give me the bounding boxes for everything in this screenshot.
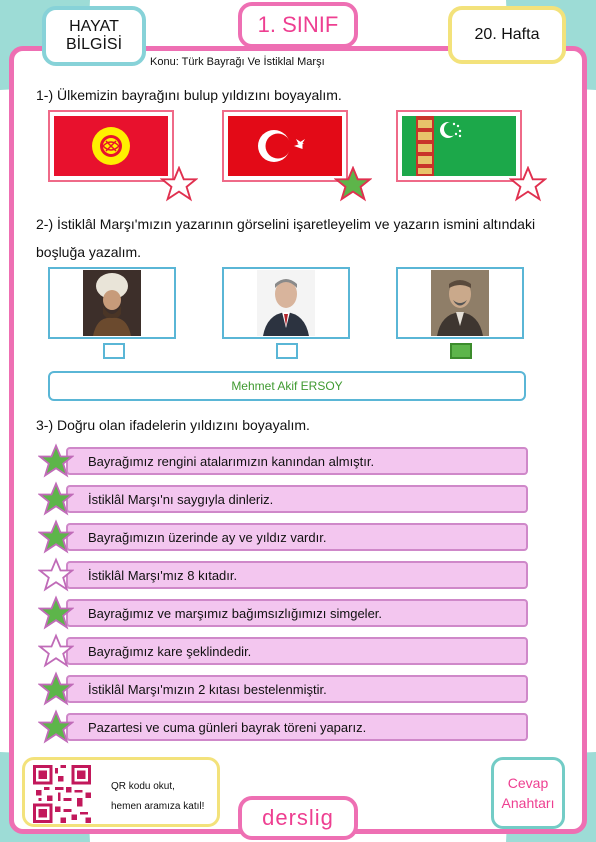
subject-label: HAYAT BİLGİSİ: [65, 18, 123, 53]
statement-text: Bayrağımız kare şeklindedir.: [88, 643, 252, 659]
qr-panel: [22, 757, 220, 827]
question-3: 3-) Doğru olan ifadelerin yıldızını boyayalım.: [36, 417, 310, 433]
statement-text: Bayrağımız ve marşımız bağımsızlığımızı simgeler.: [88, 605, 383, 621]
portrait-1-checkbox[interactable]: [103, 343, 125, 359]
star-icon-statement-2[interactable]: [38, 481, 74, 517]
grade-label: 1. SINIF: [257, 12, 339, 37]
portrait-1[interactable]: [48, 267, 176, 339]
question-2: 2-) İstiklâl Marşı'mızın yazarının görselini işaretleyelim ve yazarın ismini altındaki boşluğa yazalım.: [36, 216, 536, 260]
topic-line: Konu: Türk Bayrağı Ve İstiklal Marşı: [150, 56, 325, 68]
qr-code-icon[interactable]: [33, 765, 91, 823]
portrait-sultan-image: [83, 270, 141, 336]
grade-badge: [238, 2, 358, 48]
week-badge: [448, 6, 566, 64]
statement-row: [66, 523, 528, 551]
qr-line-2: hemen aramıza katıl!: [111, 801, 205, 812]
statement-row: [66, 637, 528, 665]
statement-row: [66, 485, 528, 513]
statement-row: [66, 675, 528, 703]
flag-kyrgyzstan[interactable]: [48, 110, 174, 182]
brand-logo[interactable]: [238, 796, 358, 840]
statement-text: İstiklâl Marşı'mız 8 kıtadır.: [88, 567, 238, 583]
star-icon-statement-8[interactable]: [38, 709, 74, 745]
star-icon-flag-3[interactable]: [509, 166, 547, 202]
statement-row: [66, 713, 528, 741]
answer-key-label: Cevap Anahtarı: [501, 775, 555, 811]
statement-row: [66, 447, 528, 475]
portrait-2-checkbox[interactable]: [276, 343, 298, 359]
star-icon-statement-6[interactable]: [38, 633, 74, 669]
statement-row: [66, 599, 528, 627]
star-icon-statement-7[interactable]: [38, 671, 74, 707]
week-label: 20. Hafta: [474, 26, 540, 43]
statement-text: Bayrağımızın üzerinde ay ve yıldız vardır.: [88, 529, 327, 545]
brand-label: derslig: [262, 805, 334, 830]
statement-text: İstiklâl Marşı'mızın 2 kıtası bestelenmiştir.: [88, 681, 327, 697]
flag-turkmenistan[interactable]: [396, 110, 522, 182]
qr-line-1: QR kodu okut,: [111, 781, 175, 792]
statement-text: Bayrağımız rengini atalarımızın kanından almıştır.: [88, 453, 375, 469]
statement-text: İstiklâl Marşı'nı saygıyla dinleriz.: [88, 491, 274, 507]
star-icon-statement-4[interactable]: [38, 557, 74, 593]
answer-field[interactable]: [48, 371, 526, 401]
star-icon-flag-2[interactable]: [334, 166, 372, 202]
star-icon-statement-1[interactable]: [38, 443, 74, 479]
portrait-3-checkbox[interactable]: [450, 343, 472, 359]
portrait-2[interactable]: [222, 267, 350, 339]
statement-row: [66, 561, 528, 589]
flag-turkey[interactable]: [222, 110, 348, 182]
statement-text: Pazartesi ve cuma günleri bayrak töreni yaparız.: [88, 719, 367, 735]
turkmenistan-flag-image: [398, 112, 520, 180]
subject-badge: [42, 6, 146, 66]
portrait-mehmet-akif-image: [431, 270, 489, 336]
answer-key-button[interactable]: [491, 757, 565, 829]
qr-caption: [111, 777, 204, 817]
portrait-ataturk-image: [257, 270, 315, 336]
portrait-3[interactable]: [396, 267, 524, 339]
question-1: 1-) Ülkemizin bayrağını bulup yıldızını boyayalım.: [36, 87, 342, 103]
answer-text: Mehmet Akif ERSOY: [231, 379, 343, 393]
star-icon-flag-1[interactable]: [160, 166, 198, 202]
star-icon-statement-5[interactable]: [38, 595, 74, 631]
star-icon-statement-3[interactable]: [38, 519, 74, 555]
turkey-flag-image: [224, 112, 346, 180]
kyrgyzstan-flag-image: [50, 112, 172, 180]
